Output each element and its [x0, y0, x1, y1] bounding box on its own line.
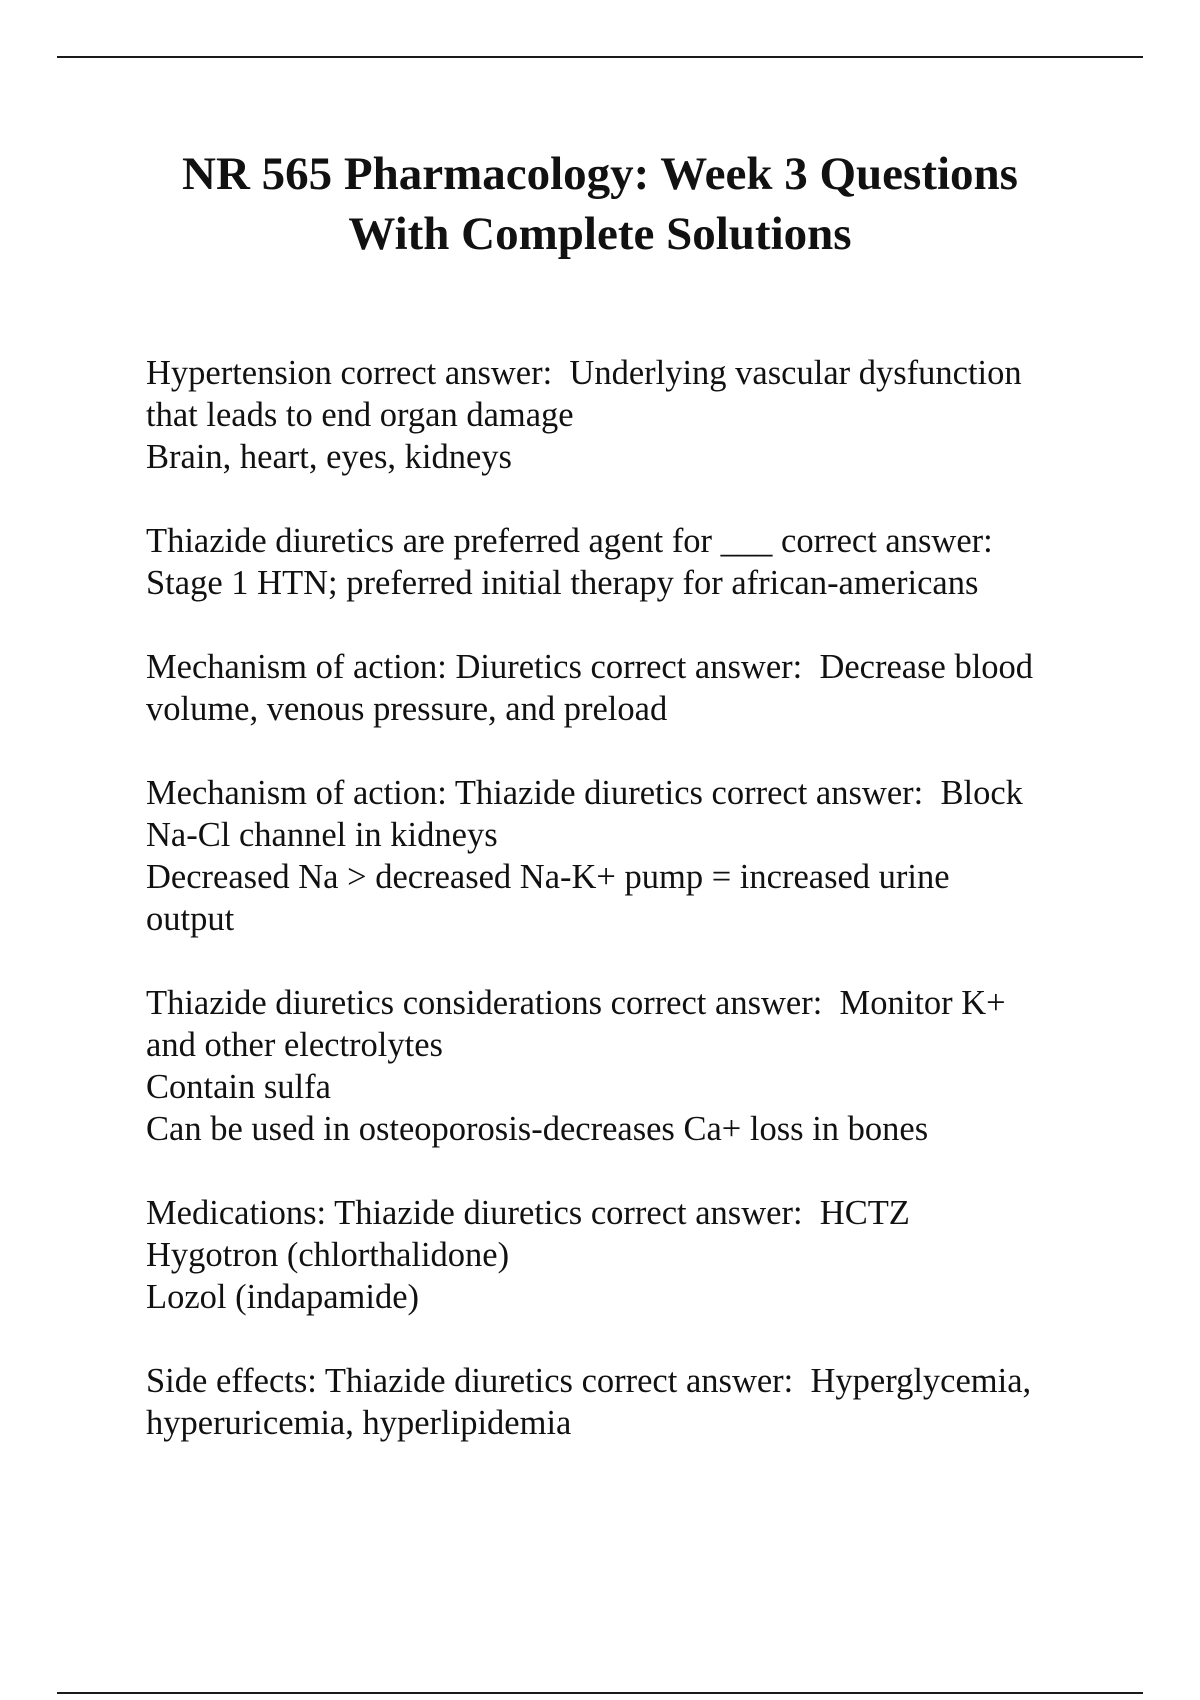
qa-line: and other electrolytes [146, 1026, 443, 1064]
qa-line: Na-Cl channel in kidneys [146, 816, 498, 854]
qa-line: Hygotron (chlorthalidone) [146, 1236, 510, 1274]
qa-entry-hypertension [146, 352, 1106, 478]
qa-line: Thiazide diuretics are preferred agent for ___ correct answer: [146, 522, 993, 560]
qa-line: Side effects: Thiazide diuretics correct answer: Hyperglycemia, [146, 1362, 1032, 1400]
qa-line: Lozol (indapamide) [146, 1278, 420, 1316]
qa-entry-thiazide-considerations [146, 982, 1106, 1150]
qa-line: Mechanism of action: Diuretics correct answer: Decrease blood [146, 648, 1034, 686]
qa-entry-thiazide-mechanism [146, 772, 1106, 940]
qa-entry-thiazide-medications [146, 1192, 1106, 1318]
document-title [100, 144, 1100, 264]
qa-line: Thiazide diuretics considerations correct answer: Monitor K+ [146, 984, 1006, 1022]
qa-line: volume, venous pressure, and preload [146, 690, 668, 728]
qa-line: hyperuricemia, hyperlipidemia [146, 1404, 572, 1442]
title-line: NR 565 Pharmacology: Week 3 Questions [182, 148, 1018, 200]
qa-line: output [146, 900, 235, 938]
top-divider [57, 56, 1143, 58]
qa-entry-diuretics-mechanism [146, 646, 1106, 730]
qa-entry-thiazide-preferred-agent [146, 520, 1106, 604]
qa-line: Decreased Na > decreased Na-K+ pump = increased urine [146, 858, 950, 896]
qa-line: Can be used in osteoporosis-decreases Ca+ loss in bones [146, 1110, 929, 1148]
qa-line: Contain sulfa [146, 1068, 331, 1106]
qa-line: Mechanism of action: Thiazide diuretics correct answer: Block [146, 774, 1023, 812]
qa-line: that leads to end organ damage [146, 396, 574, 434]
qa-line: Medications: Thiazide diuretics correct answer: HCTZ [146, 1194, 910, 1232]
qa-line: Hypertension correct answer: Underlying vascular dysfunction [146, 354, 1022, 392]
qa-line: Brain, heart, eyes, kidneys [146, 438, 512, 476]
bottom-divider [57, 1692, 1143, 1694]
title-line: With Complete Solutions [348, 208, 852, 260]
qa-entry-thiazide-side-effects [146, 1360, 1106, 1444]
qa-line: Stage 1 HTN; preferred initial therapy for african-americans [146, 564, 979, 602]
document-body [146, 352, 1106, 1486]
